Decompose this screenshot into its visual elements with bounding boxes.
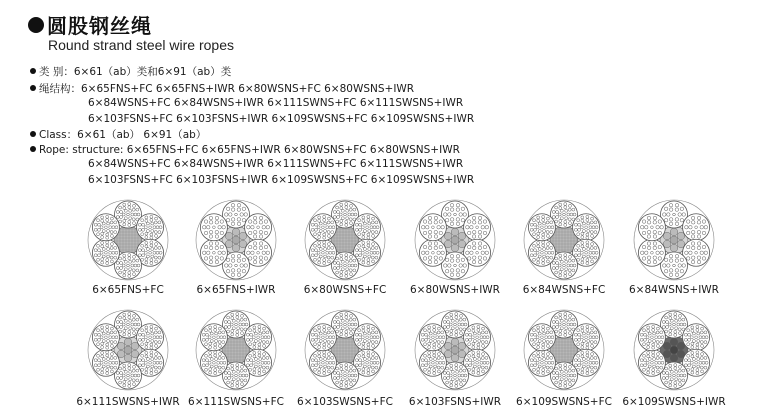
- rope-caption: 6×80WSNS+FC: [303, 284, 387, 296]
- page-title: [28, 10, 152, 39]
- title-bullet-icon: [28, 17, 44, 33]
- title-cn: 圆股钢丝绳: [47, 14, 152, 38]
- rope-diagram-row2-1: [86, 308, 170, 392]
- rope-diagram-row2-4: [413, 308, 497, 392]
- spec-structure-en-line-2: 6×84WSNS+FC 6×84WSNS+IWR 6×111SWNS+FC 6×111SWSNS+IWR: [88, 158, 464, 170]
- spec-category-cn: 类 别：6×61（ab）类和6×91（ab）类: [30, 64, 231, 81]
- rope-caption: 6×84WSNS+FC: [522, 284, 606, 296]
- rope-diagram-row2-5: [522, 308, 606, 392]
- bullet-icon: [30, 68, 36, 74]
- bullet-icon: [30, 146, 36, 152]
- rope-diagram-row2-6: [632, 308, 716, 392]
- rope-caption: 6×109SWSNS+IWR: [622, 396, 726, 408]
- rope-diagram-row1-6: [632, 198, 716, 282]
- rope-caption: 6×111SWSNS+IWR: [76, 396, 180, 408]
- rope-diagram-row1-3: [303, 198, 387, 282]
- rope-diagram-row1-1: [86, 198, 170, 282]
- rope-caption: 6×111SWSNS+FC: [188, 396, 284, 408]
- rope-caption: 6×84WSNS+IWR: [629, 284, 719, 296]
- spec-class-en: Class：6×61（ab） 6×91（ab）: [30, 127, 206, 144]
- spec-structure-en-line-3: 6×103FSNS+FC 6×103FSNS+IWR 6×109SWSNS+FC 6×109SWSNS+IWR: [88, 174, 475, 186]
- spec-structure-cn-line-3: 6×103FSNS+FC 6×103FSNS+IWR 6×109SWSNS+FC 6×109SWSNS+IWR: [88, 113, 475, 125]
- rope-diagram-row2-2: [194, 308, 278, 392]
- spec-structure-cn-line-2: 6×84WSNS+FC 6×84WSNS+IWR 6×111SWNS+FC 6×111SWSNS+IWR: [88, 97, 464, 109]
- rope-diagram-row2-3: [303, 308, 387, 392]
- spec-structure-cn: 绳结构：6×65FNS+FC 6×65FNS+IWR 6×80WSNS+FC 6×80WSNS+IWR: [30, 81, 414, 98]
- rope-diagram-row1-5: [522, 198, 606, 282]
- rope-caption: 6×109SWSNS+FC: [516, 396, 612, 408]
- rope-caption: 6×65FNS+FC: [92, 284, 164, 296]
- bullet-icon: [30, 85, 36, 91]
- rope-caption: 6×65FNS+IWR: [196, 284, 276, 296]
- rope-caption: 6×103FSNS+IWR: [408, 396, 502, 408]
- rope-diagram-row1-4: [413, 198, 497, 282]
- title-en: Round strand steel wire ropes: [48, 37, 234, 53]
- spec-structure-en: Rope: structure: 6×65FNS+FC 6×65FNS+IWR 6×80WSNS+FC 6×80WSNS+IWR: [30, 142, 460, 159]
- bullet-icon: [30, 131, 36, 137]
- rope-caption: 6×103SWSNS+FC: [297, 396, 393, 408]
- rope-caption: 6×80WSNS+IWR: [410, 284, 500, 296]
- rope-diagram-row1-2: [194, 198, 278, 282]
